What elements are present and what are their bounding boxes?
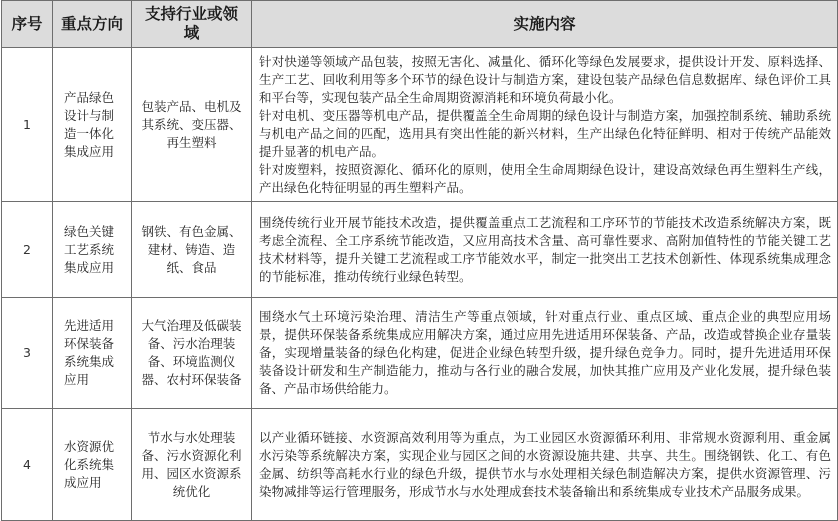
row-content — [252, 48, 838, 202]
table-row — [2, 409, 838, 521]
row-industry: 大气治理及低碳装备、污水治理装备、环境监测仪器、农村环保装备 — [132, 298, 252, 409]
table-row — [2, 202, 838, 298]
content-paragraph: 以产业循环链接、水资源高效利用等为重点，为工业园区水资源循环利用、非常规水资源利用、重金属水污染等系统解决方案，实现企业与园区之间的水资源设施共建、共享、共生。围绕钢铁、化工、有色金属、纺织等高耗水行业的绿色升级，提供节水与水处理相关绿色制造解决方案，提供水资源管理、污染物减排等运行管理服务，形成节水与水处理成套技术装备输出和系统集成专业技术产品服务成果。 — [259, 429, 831, 499]
header-no: 序号 — [2, 1, 53, 48]
header-content: 实施内容 — [252, 1, 838, 48]
row-number: 2 — [2, 202, 53, 298]
row-content — [252, 409, 838, 521]
row-number: 1 — [2, 48, 53, 202]
table-row — [2, 48, 838, 202]
row-content — [252, 202, 838, 298]
content-paragraph: 针对废塑料，按照资源化、循环化的原则，使用全生命周期绿色设计，建设高效绿色再生塑料生产线，产出绿色化特征明显的再生塑料产品。 — [259, 161, 831, 195]
row-direction: 水资源优化系统集成应用 — [53, 409, 132, 521]
header-direction: 重点方向 — [53, 1, 132, 48]
row-number: 4 — [2, 409, 53, 521]
row-content — [252, 298, 838, 409]
row-direction: 产品绿色设计与制造一体化集成应用 — [53, 48, 132, 202]
content-paragraph: 针对电机、变压器等机电产品，提供覆盖全生命周期的绿色设计与制造方案，加强控制系统、辅助系统与机电产品之间的匹配，选用具有突出性能的新兴材料，生产出绿色化特征鲜明、相对于传统产品能效提升显著的机电产品。 — [259, 107, 831, 159]
table-row — [2, 298, 838, 409]
row-direction: 绿色关键工艺系统集成应用 — [53, 202, 132, 298]
row-industry: 包装产品、电机及其系统、变压器、再生塑料 — [132, 48, 252, 202]
row-number: 3 — [2, 298, 53, 409]
table-header-row — [2, 1, 838, 48]
content-paragraph: 围绕传统行业开展节能技术改造，提供覆盖重点工艺流程和工序环节的节能技术改造系统解决方案，既考虑全流程、全工序系统节能改造，又应用高技术含量、高可靠性要求、高附加值特性的节能关键工艺技术材料等，提升关键工艺流程或工序节能效水平，制定一批突出工艺技术创新性、体现系统集成理念的节能标准，推动传统行业绿色转型。 — [259, 214, 831, 284]
content-paragraph: 针对快递等领域产品包装，按照无害化、减量化、循环化等绿色发展要求，提供设计开发、原料选择、生产工艺、回收利用等多个环节的绿色设计与制造方案，建设包装产品绿色信息数据库、绿色评价工具和平台等，实现包装产品全生命周期资源消耗和环境负荷最小化。 — [259, 53, 831, 105]
implementation-table — [1, 0, 838, 521]
row-industry: 钢铁、有色金属、建材、铸造、造纸、食品 — [132, 202, 252, 298]
content-paragraph: 围绕水气土环境污染治理、清洁生产等重点领域，针对重点行业、重点区域、重点企业的典型应用场景，提供环保装备系统集成应用解决方案，通过应用先进适用环保装备、产品，改造或替换企业存量装备，实现增量装备的绿色化构建，促进企业绿色转型升级，提升绿色竞争力。同时，提升先进适用环保装备设计研发和生产制造能力，推动与各行业的融合发展，加快其推广应用及产业化发展，提升绿色装备、产品市场供给能力。 — [259, 309, 831, 396]
row-direction: 先进适用环保装备系统集成应用 — [53, 298, 132, 409]
header-industry: 支持行业或领域 — [132, 1, 252, 48]
row-industry: 节水与水处理装备、污水资源化利用、园区水资源系统优化 — [132, 409, 252, 521]
